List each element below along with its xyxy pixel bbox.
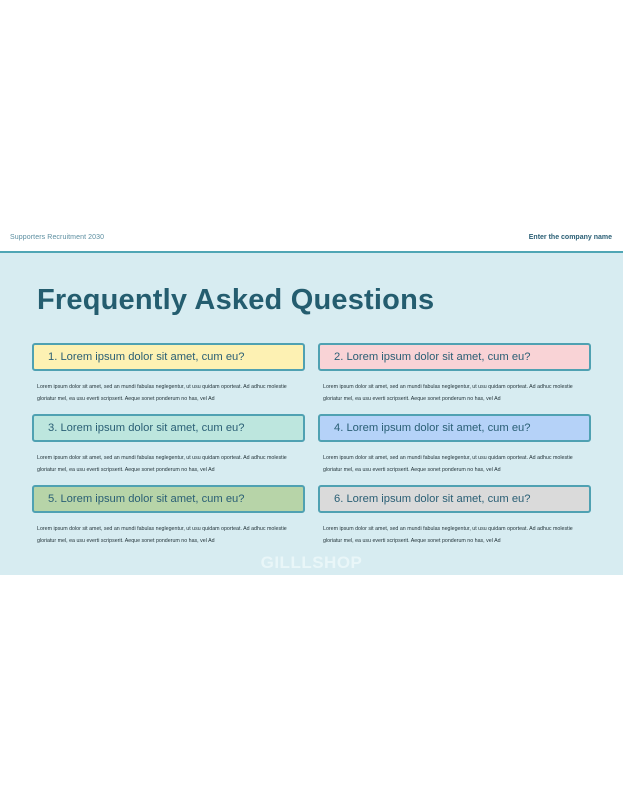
faq-question-label: 4. Lorem ipsum dolor sit amet, cum eu? [334,422,531,434]
slide [0,226,623,575]
faq-question-1[interactable] [32,343,305,371]
faq-question-4[interactable] [318,414,591,442]
faq-answer-5: Lorem ipsum dolor sit amet, sed an mundi fabulas neglegentur, ut usu quidam oporteat. Ad adhuc molestie gloriatur mel, ea usu everti scripserit. Aeque sonet ponderum no has, vel Ad [37,526,287,544]
faq-question-6[interactable] [318,485,591,513]
faq-item-6 [318,485,591,547]
faq-answer-6: Lorem ipsum dolor sit amet, sed an mundi fabulas neglegentur, ut usu quidam oporteat. Ad adhuc molestie gloriatur mel, ea usu everti scripserit. Aeque sonet ponderum no has, vel Ad [323,526,573,544]
faq-question-2[interactable] [318,343,591,371]
faq-answer-3: Lorem ipsum dolor sit amet, sed an mundi fabulas neglegentur, ut usu quidam oporteat. Ad adhuc molestie gloriatur mel, ea usu everti scripserit. Aeque sonet ponderum no has, vel Ad [37,455,287,473]
slide-header [0,226,623,253]
header-left-text: Supporters Recruitment 2030 [10,234,105,241]
faq-answer-2: Lorem ipsum dolor sit amet, sed an mundi fabulas neglegentur, ut usu quidam oporteat. Ad adhuc molestie gloriatur mel, ea usu everti scripserit. Aeque sonet ponderum no has, vel Ad [323,384,573,402]
faq-item-3 [32,414,305,476]
faq-item-5 [32,485,305,547]
faq-item-1 [32,343,305,405]
faq-item-4 [318,414,591,476]
faq-answer-4: Lorem ipsum dolor sit amet, sed an mundi fabulas neglegentur, ut usu quidam oporteat. Ad adhuc molestie gloriatur mel, ea usu everti scripserit. Aeque sonet ponderum no has, vel Ad [323,455,573,473]
faq-question-label: 2. Lorem ipsum dolor sit amet, cum eu? [334,351,531,363]
faq-question-label: 6. Lorem ipsum dolor sit amet, cum eu? [334,493,531,505]
faq-item-2 [318,343,591,405]
faq-question-3[interactable] [32,414,305,442]
faq-question-label: 3. Lorem ipsum dolor sit amet, cum eu? [48,422,245,434]
faq-question-label: 1. Lorem ipsum dolor sit amet, cum eu? [48,351,245,363]
faq-answer-1: Lorem ipsum dolor sit amet, sed an mundi fabulas neglegentur, ut usu quidam oporteat. Ad adhuc molestie gloriatur mel, ea usu everti scripserit. Aeque sonet ponderum no has, vel Ad [37,384,287,402]
watermark: GILLLSHOP [260,553,363,572]
page-title: Frequently Asked Questions [37,284,435,316]
company-name: Enter the company name [528,234,612,241]
faq-question-label: 5. Lorem ipsum dolor sit amet, cum eu? [48,493,245,505]
faq-question-5[interactable] [32,485,305,513]
